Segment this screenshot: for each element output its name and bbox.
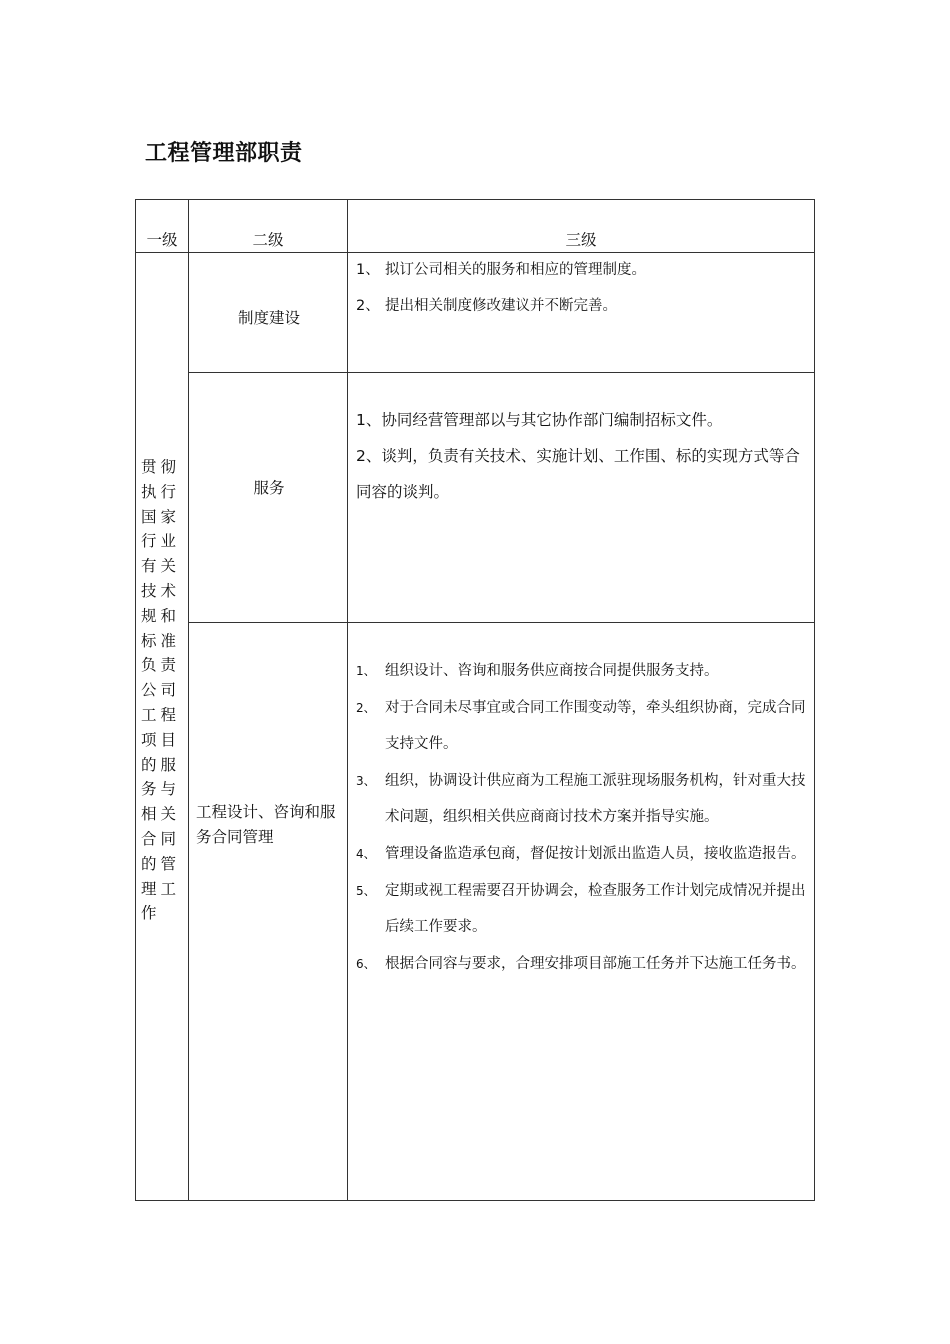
item-text: 根据合同容与要求，合理安排项目部施工任务并下达施工任务书。 <box>385 955 806 972</box>
item-text: 定期或视工程需要召开协调会，检查服务工作计划完成情况并提出后续工作要求。 <box>385 882 806 936</box>
section-service-list <box>356 402 808 510</box>
item-text: 管理设备监造承包商，督促按计划派出监造人员，接收监造报告。 <box>385 845 806 862</box>
row-divider <box>188 372 814 373</box>
level2-institution: 制度建设 <box>237 309 300 327</box>
list-item: 1、协同经营管理部以与其它协作部门编制招标文件。 <box>356 411 723 429</box>
list-item <box>356 763 808 836</box>
list-item <box>356 690 808 763</box>
row-divider <box>188 622 814 623</box>
column-divider <box>188 200 189 1200</box>
list-item: 2、谈判，负责有关技术、实施计划、工作围、标的实现方式等合同容的谈判。 <box>356 447 800 501</box>
level2-service: 服务 <box>253 479 285 497</box>
item-text: 组织设计、咨询和服务供应商按合同提供服务支持。 <box>385 663 719 679</box>
header-level1: 一级 <box>146 231 178 249</box>
section-contract-list <box>356 653 808 982</box>
item-number: 1、 <box>356 262 380 278</box>
list-item <box>356 946 808 983</box>
list-item <box>356 288 806 324</box>
list-item <box>356 653 808 690</box>
item-text: 提出相关制度修改建议并不断完善。 <box>385 298 617 314</box>
list-item <box>356 836 808 873</box>
item-text: 对于合同未尽事宜或合同工作围变动等，牵头组织协商，完成合同支持文件。 <box>385 699 806 753</box>
item-number: 2、 <box>356 700 376 715</box>
item-number: 4、 <box>356 846 376 861</box>
page-title: 工程管理部职责 <box>145 141 303 166</box>
responsibility-table <box>135 199 815 1201</box>
level1-cell: 贯彻执行国家行业有关技术规和标准负责公司工程项目的服务与相关合同的管理工作 <box>141 458 181 923</box>
item-text: 拟订公司相关的服务和相应的管理制度。 <box>385 262 646 278</box>
item-number: 1、 <box>356 664 376 678</box>
item-text: 组织，协调设计供应商为工程施工派驻现场服务机构，针对重大技术问题，组织相关供应商商讨技术方案并指导实施。 <box>385 772 806 826</box>
item-number: 5、 <box>356 883 376 898</box>
header-level3: 三级 <box>565 231 597 249</box>
column-divider <box>347 200 348 1200</box>
list-item <box>356 252 806 288</box>
header-level2: 二级 <box>252 231 284 249</box>
section-institution-list <box>356 252 806 324</box>
level2-contract: 工程设计、咨询和服务合同管理 <box>196 803 336 846</box>
item-number: 2、 <box>356 298 380 314</box>
list-item <box>356 873 808 946</box>
item-number: 6、 <box>356 956 376 971</box>
item-number: 3、 <box>356 773 376 788</box>
